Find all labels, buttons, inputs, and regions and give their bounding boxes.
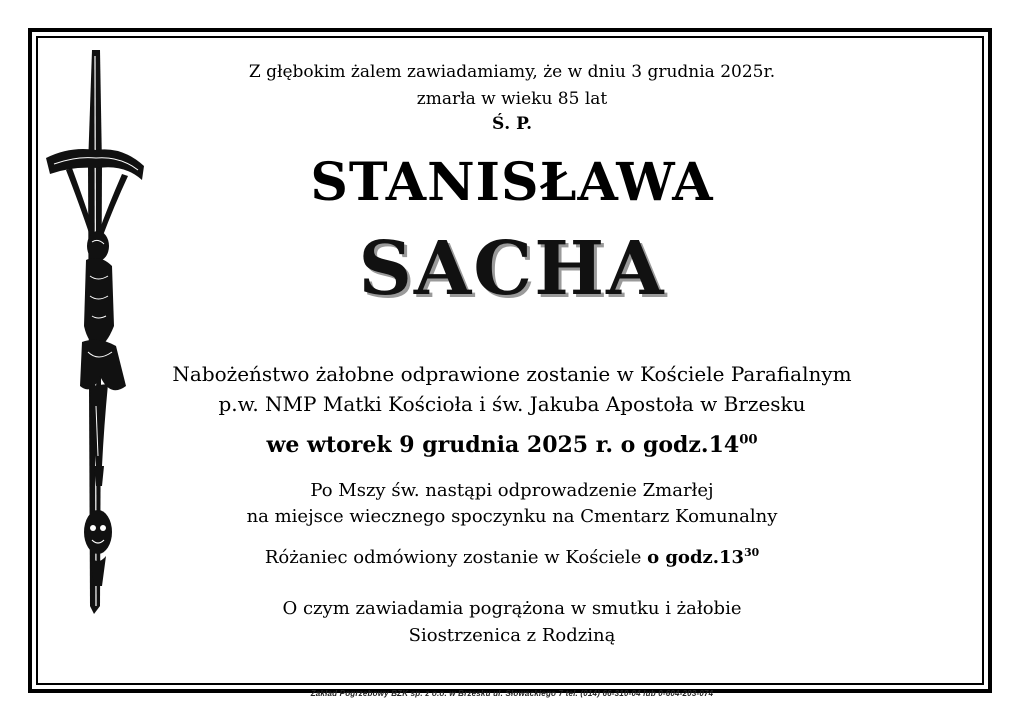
burial-line-1: Po Mszy św. nastąpi odprowadzenie Zmarłej (310, 480, 714, 501)
service-date-time-main: we wtorek 9 grudnia 2025 r. o godz.14 (266, 432, 740, 458)
intro-line-2: zmarła w wieku 85 lat (416, 89, 608, 109)
deceased-last-name: SACHA (358, 226, 666, 312)
burial-line-2: na miejsce wiecznego spoczynku na Cmentarz Komunalny (246, 506, 778, 527)
intro-line-1: Z głębokim żalem zawiadamiamy, że w dniu 3 grudnia 2025r. (248, 62, 776, 82)
funeral-home-footer: Zakład Pogrzebowy BZK sp. z o.o. w Brzesku ul. Słowackiego 7 tel. (014) 66-310-04 lub 0-604-203-074 (310, 689, 714, 698)
service-time-minutes: 00 (739, 432, 758, 448)
rosary-time: o godz.13 (647, 547, 745, 568)
closing-line-1: O czym zawiadamia pogrążona w smutku i żałobie (282, 598, 742, 619)
service-line-2: p.w. NMP Matki Kościoła i św. Jakuba Apostoła w Brzesku (218, 392, 806, 416)
rosary-line (0, 547, 1024, 568)
service-date-time (0, 432, 1024, 458)
closing-line-2: Siostrzenica z Rodziną (408, 625, 616, 646)
service-line-1: Nabożeństwo żałobne odprawione zostanie w Kościele Parafialnym (172, 362, 852, 386)
rosary-text: Różaniec odmówiony zostanie w Kościele (264, 547, 648, 568)
rosary-time-minutes: 30 (744, 546, 760, 559)
deceased-first-name: STANISŁAWA (310, 152, 714, 213)
honorific: Ś. P. (491, 114, 532, 134)
